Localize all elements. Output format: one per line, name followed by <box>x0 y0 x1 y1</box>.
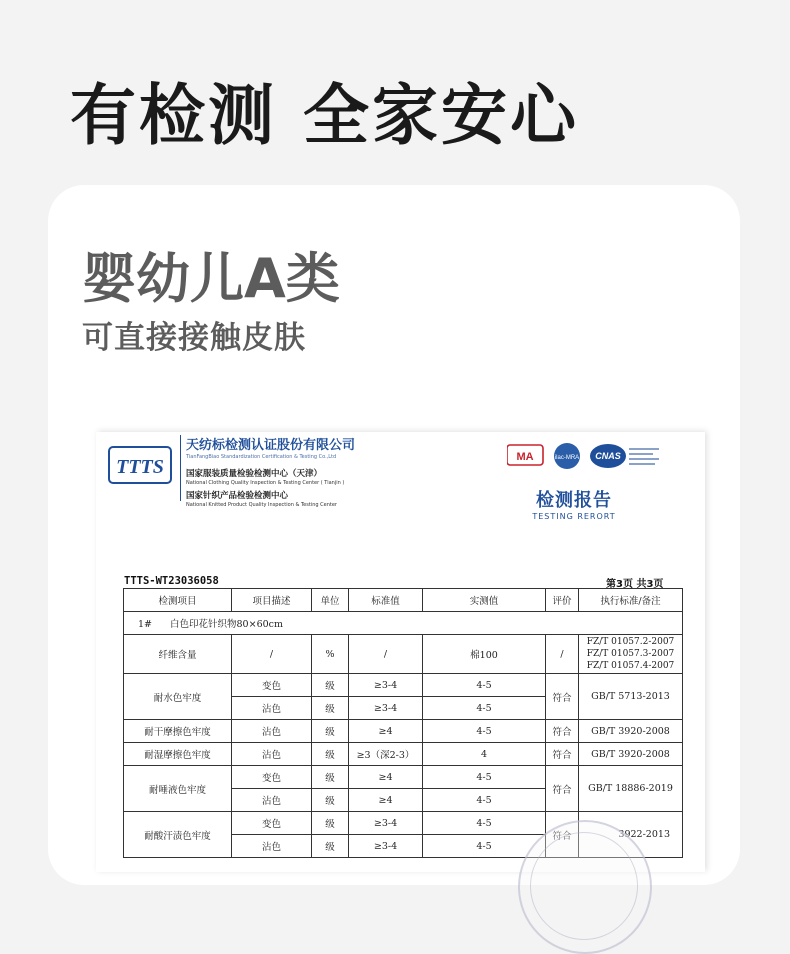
center2-en: National Knitted Product Quality Inspection & Testing Center <box>186 502 337 508</box>
unit-cell: % <box>312 635 349 674</box>
item-cell: 耐干摩擦色牢度 <box>124 720 232 743</box>
cma-text: MA <box>516 451 534 463</box>
header-cell: 实测值 <box>423 589 546 612</box>
sample-number: 1# <box>138 619 153 630</box>
item-cell: 耐水色牢度 <box>124 674 232 720</box>
desc-cell: 沾色 <box>232 697 312 720</box>
report-number: TTTS-WT23036058 <box>124 575 219 587</box>
unit-cell: 级 <box>312 766 349 789</box>
desc-cell: 变色 <box>232 812 312 835</box>
table-row <box>124 720 683 743</box>
ttts-logo-icon <box>108 446 172 484</box>
desc-cell: 变色 <box>232 766 312 789</box>
unit-cell: 级 <box>312 720 349 743</box>
standard-cell: GB/T 3920-2008 <box>579 720 683 743</box>
std-cell: ≥4 <box>349 720 423 743</box>
table-row <box>124 743 683 766</box>
standard-cell <box>579 635 683 674</box>
desc-cell: 沾色 <box>232 743 312 766</box>
company-name-cn: 天纺标检测认证股份有限公司 <box>186 438 356 453</box>
sample-row <box>124 612 683 635</box>
desc-cell: / <box>232 635 312 674</box>
ilac-mark-icon <box>554 443 580 469</box>
value-cell: 4-5 <box>423 812 546 835</box>
value-cell: 4-5 <box>423 835 546 858</box>
header-divider <box>180 435 181 501</box>
unit-cell: 级 <box>312 812 349 835</box>
eval-cell: / <box>546 635 579 674</box>
card-title: 婴幼儿A类 <box>82 247 340 310</box>
header-cell: 项目描述 <box>232 589 312 612</box>
inspection-stamp-inner-ring <box>530 832 638 940</box>
std-cell: ≥3-4 <box>349 674 423 697</box>
table-header-row <box>124 589 683 612</box>
eval-cell: 符合 <box>546 674 579 720</box>
desc-cell: 变色 <box>232 674 312 697</box>
report-title-en: TESTING RERORT <box>532 512 616 521</box>
value-cell: 4-5 <box>423 766 546 789</box>
card-subtitle: 可直接接触皮肤 <box>82 320 306 356</box>
center2-cn: 国家针织产品检验检测中心 <box>186 491 289 501</box>
std-cell: ≥3（深2-3） <box>349 743 423 766</box>
item-cell: 耐酸汗渍色牢度 <box>124 812 232 858</box>
value-cell: 4-5 <box>423 674 546 697</box>
header-cell: 单位 <box>312 589 349 612</box>
standard-line: FZ/T 01057.4-2007 <box>586 661 675 671</box>
desc-cell: 沾色 <box>232 835 312 858</box>
company-block <box>186 434 355 508</box>
table-row <box>124 674 683 697</box>
value-cell: 棉100 <box>423 635 546 674</box>
eval-cell: 符合 <box>546 720 579 743</box>
standard-line: FZ/T 01057.3-2007 <box>586 649 675 659</box>
std-cell: ≥3-4 <box>349 697 423 720</box>
std-cell: ≥3-4 <box>349 812 423 835</box>
item-cell: 纤维含量 <box>124 635 232 674</box>
unit-cell: 级 <box>312 789 349 812</box>
header-cell: 检测项目 <box>124 589 232 612</box>
sample-name: 白色印花针织物80×60cm <box>170 619 283 630</box>
item-cell: 耐唾液色牢度 <box>124 766 232 812</box>
value-cell: 4-5 <box>423 720 546 743</box>
page-number: 第3页 共3页 <box>606 579 664 590</box>
header-cell: 评价 <box>546 589 579 612</box>
value-cell: 4 <box>423 743 546 766</box>
unit-cell: 级 <box>312 674 349 697</box>
eval-cell: 符合 <box>546 743 579 766</box>
desc-cell: 沾色 <box>232 789 312 812</box>
item-cell: 耐湿摩擦色牢度 <box>124 743 232 766</box>
std-cell: ≥4 <box>349 766 423 789</box>
report-title <box>528 486 620 521</box>
standard-cell: GB/T 5713-2013 <box>579 674 683 720</box>
cert-marks <box>507 442 667 472</box>
sample-cell <box>124 612 683 635</box>
standard-line: FZ/T 01057.2-2007 <box>586 637 675 647</box>
center1-cn: 国家服装质量检验检测中心（天津） <box>186 469 323 479</box>
eval-cell: 符合 <box>546 766 579 812</box>
table-row <box>124 635 683 674</box>
std-cell: ≥3-4 <box>349 835 423 858</box>
results-table <box>123 588 683 858</box>
unit-cell: 级 <box>312 743 349 766</box>
standard-cell: GB/T 18886-2019 <box>579 766 683 812</box>
logo-text: TTTS <box>116 456 164 478</box>
value-cell: 4-5 <box>423 789 546 812</box>
table-row <box>124 766 683 789</box>
cnas-text: CNAS <box>595 451 621 461</box>
header-cell: 标准值 <box>349 589 423 612</box>
standard-cell: GB/T 3920-2008 <box>579 743 683 766</box>
company-name-en: TianFangBiao Standardization Certification & Testing Co.,Ltd <box>186 454 337 460</box>
desc-cell: 沾色 <box>232 720 312 743</box>
ilac-text: ilac-MRA <box>554 455 580 461</box>
unit-cell: 级 <box>312 697 349 720</box>
unit-cell: 级 <box>312 835 349 858</box>
std-cell: / <box>349 635 423 674</box>
standard-cell: 3922-2013 <box>579 812 683 858</box>
cnas-mark-icon <box>590 444 659 468</box>
center1-en: National Clothing Quality Inspection & Testing Center ( Tianjin ) <box>186 480 345 486</box>
report-title-cn: 检测报告 <box>536 490 612 511</box>
headline: 有检测 全家安心 <box>70 77 579 154</box>
header-cell: 执行标准/备注 <box>579 589 683 612</box>
eval-cell: 符合 <box>546 812 579 858</box>
value-cell: 4-5 <box>423 697 546 720</box>
cma-mark-icon <box>507 445 543 465</box>
std-cell: ≥4 <box>349 789 423 812</box>
